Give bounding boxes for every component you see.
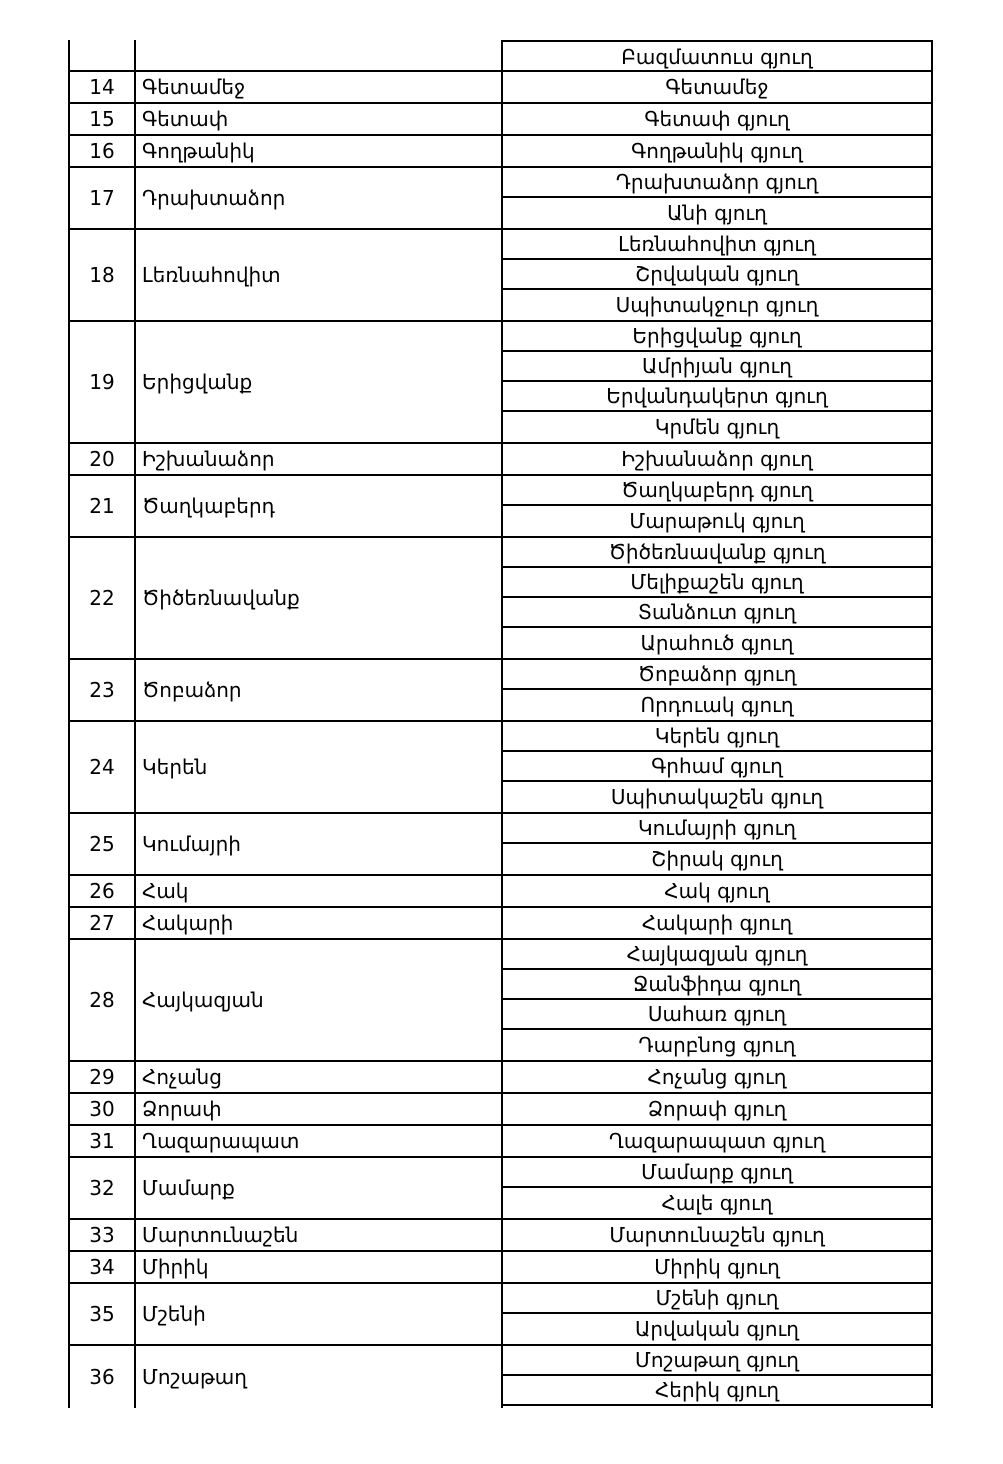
row-number: 24 bbox=[68, 722, 136, 812]
community-name: Ծիծեռնավանք bbox=[136, 538, 503, 658]
community-name: Գողթանիկ bbox=[136, 136, 503, 166]
settlement-name: Միրիկ գյուղ bbox=[654, 1255, 780, 1279]
row-number: 20 bbox=[68, 444, 136, 474]
table-row bbox=[68, 1158, 933, 1220]
settlement-name: Ամրիյան գյուղ bbox=[503, 352, 931, 382]
settlement-name: Ծաղկաբերդ գյուղ bbox=[503, 476, 931, 506]
table-row bbox=[68, 722, 933, 814]
settlement-name: Իշխանաձոր գյուղ bbox=[621, 447, 813, 471]
settlement-name: Դրախտաձոր գյուղ bbox=[503, 168, 931, 198]
row-number: 19 bbox=[68, 322, 136, 442]
settlement-name: Գողթանիկ գյուղ bbox=[631, 139, 803, 163]
settlement-name: Հոչանց գյուղ bbox=[647, 1065, 787, 1089]
settlements-cell bbox=[503, 1284, 933, 1344]
table-row bbox=[68, 1220, 933, 1252]
community-name: Մշենի bbox=[136, 1284, 503, 1344]
settlement-name: Լեռնահովիտ գյուղ bbox=[503, 230, 931, 260]
table-row bbox=[68, 444, 933, 476]
settlements-cell bbox=[503, 1158, 933, 1218]
row-number: 32 bbox=[68, 1158, 136, 1218]
settlement-name: Մոշաթաղ գյուղ bbox=[503, 1346, 931, 1376]
settlements-cell bbox=[503, 444, 933, 474]
community-name: Հակ bbox=[136, 876, 503, 906]
settlement-name: Կերեն գյուղ bbox=[503, 722, 931, 752]
table-row bbox=[68, 876, 933, 908]
table-row bbox=[68, 538, 933, 660]
settlement-name: Մշենի գյուղ bbox=[503, 1284, 931, 1314]
settlements-cell bbox=[503, 136, 933, 166]
table-row bbox=[68, 72, 933, 104]
settlement-name: Երվանդակերտ գյուղ bbox=[503, 382, 931, 412]
row-number: 22 bbox=[68, 538, 136, 658]
row-number: 16 bbox=[68, 136, 136, 166]
settlement-name: Հերիկ գյուղ bbox=[503, 1376, 931, 1406]
row-number: 30 bbox=[68, 1094, 136, 1124]
community-name: Ծոբաձոր bbox=[136, 660, 503, 720]
settlement-name: Բազմատուս գյուղ bbox=[621, 45, 813, 69]
table-row bbox=[68, 1062, 933, 1094]
settlements-cell bbox=[503, 1220, 933, 1250]
row-number: 18 bbox=[68, 230, 136, 320]
table-row bbox=[68, 104, 933, 136]
table-row bbox=[68, 940, 933, 1062]
settlement-name: Երիցվանք գյուղ bbox=[503, 322, 931, 352]
settlements-cell bbox=[503, 1126, 933, 1156]
row-number: 28 bbox=[68, 940, 136, 1060]
community-name: Ծաղկաբերդ bbox=[136, 476, 503, 536]
row-number: 27 bbox=[68, 908, 136, 938]
row-number: 36 bbox=[68, 1346, 136, 1408]
table-row bbox=[68, 476, 933, 538]
community-name: Հոչանց bbox=[136, 1062, 503, 1092]
settlements-cell bbox=[503, 168, 933, 228]
community-name: Մոշաթաղ bbox=[136, 1346, 503, 1408]
settlements-cell bbox=[503, 1062, 933, 1092]
settlement-name: Գրհամ գյուղ bbox=[503, 752, 931, 782]
row-number: 21 bbox=[68, 476, 136, 536]
row-number: 23 bbox=[68, 660, 136, 720]
settlements-cell bbox=[503, 876, 933, 906]
table-row bbox=[68, 322, 933, 444]
settlements-cell bbox=[503, 660, 933, 720]
settlement-name: Անի գյուղ bbox=[667, 201, 767, 225]
row-number: 14 bbox=[68, 72, 136, 102]
settlements-cell bbox=[503, 104, 933, 134]
community-name: Գետամեջ bbox=[136, 72, 503, 102]
settlement-name: Մարտունաշեն գյուղ bbox=[609, 1223, 825, 1247]
settlement-name: Հալե գյուղ bbox=[661, 1191, 773, 1215]
settlement-name: Գետափ գյուղ bbox=[644, 107, 790, 131]
community-name: Երիցվանք bbox=[136, 322, 503, 442]
community-name: Ձորափ bbox=[136, 1094, 503, 1124]
community-name: Մամարք bbox=[136, 1158, 503, 1218]
settlements-cell bbox=[503, 908, 933, 938]
table-row bbox=[68, 136, 933, 168]
community-name: Դրախտաձոր bbox=[136, 168, 503, 228]
row-number: 29 bbox=[68, 1062, 136, 1092]
settlements-cell bbox=[503, 72, 933, 102]
settlement-name: Արահուծ գյուղ bbox=[640, 631, 794, 655]
settlement-name: Հայկազյան գյուղ bbox=[503, 940, 931, 970]
settlement-name: Կումայրի գյուղ bbox=[503, 814, 931, 844]
settlements-cell bbox=[503, 230, 933, 320]
settlement-name: Ծոբաձոր գյուղ bbox=[503, 660, 931, 690]
settlements-cell bbox=[503, 940, 933, 1060]
row-number: 17 bbox=[68, 168, 136, 228]
settlements-cell bbox=[503, 1346, 933, 1408]
settlement-name: Գետամեջ bbox=[665, 75, 769, 99]
settlement-name: Հակ գյուղ bbox=[664, 879, 770, 903]
community-name: Ղազարապատ bbox=[136, 1126, 503, 1156]
community-name: Կերեն bbox=[136, 722, 503, 812]
settlement-name: Ծիծեռնավանք գյուղ bbox=[503, 538, 931, 568]
settlement-name: Սպիտակաշեն գյուղ bbox=[610, 785, 824, 809]
settlements-cell bbox=[503, 538, 933, 658]
settlements-cell bbox=[503, 322, 933, 442]
row-number: 15 bbox=[68, 104, 136, 134]
table-row bbox=[68, 1126, 933, 1158]
settlement-name: Ղազարապատ գյուղ bbox=[608, 1129, 826, 1153]
settlements-cell bbox=[503, 814, 933, 874]
settlement-name: Մամարք գյուղ bbox=[503, 1158, 931, 1188]
settlement-name: Մելիքաշեն գյուղ bbox=[503, 568, 931, 598]
table-row bbox=[68, 40, 933, 72]
community-name bbox=[136, 40, 503, 70]
table-row bbox=[68, 1094, 933, 1126]
table-row bbox=[68, 168, 933, 230]
community-name: Մարտունաշեն bbox=[136, 1220, 503, 1250]
settlements-cell bbox=[503, 40, 933, 70]
community-name: Լեռնահովիտ bbox=[136, 230, 503, 320]
settlement-name: Ձորափ գյուղ bbox=[647, 1097, 787, 1121]
settlements-cell bbox=[503, 1252, 933, 1282]
settlement-name: Դարբնոց գյուղ bbox=[638, 1033, 796, 1057]
settlement-name: Շրվական գյուղ bbox=[503, 260, 931, 290]
communities-table bbox=[68, 40, 933, 1408]
settlement-name: Կրմեն գյուղ bbox=[654, 415, 780, 439]
community-name: Իշխանաձոր bbox=[136, 444, 503, 474]
row-number: 25 bbox=[68, 814, 136, 874]
table-row bbox=[68, 908, 933, 940]
community-name: Հայկազյան bbox=[136, 940, 503, 1060]
settlement-name: Տանձուտ գյուղ bbox=[503, 598, 931, 628]
settlement-name: Սպիտակջուր գյուղ bbox=[615, 293, 819, 317]
row-number: 26 bbox=[68, 876, 136, 906]
table-row bbox=[68, 814, 933, 876]
table-row bbox=[68, 1252, 933, 1284]
settlement-name: Արվական գյուղ bbox=[635, 1317, 799, 1341]
row-number: 31 bbox=[68, 1126, 136, 1156]
row-number: 34 bbox=[68, 1252, 136, 1282]
table-row bbox=[68, 230, 933, 322]
table-row bbox=[68, 1284, 933, 1346]
settlement-name: Շիրակ գյուղ bbox=[651, 847, 783, 871]
settlements-cell bbox=[503, 476, 933, 536]
community-name: Միրիկ bbox=[136, 1252, 503, 1282]
community-name: Գետափ bbox=[136, 104, 503, 134]
settlement-name: Մարաթուկ գյուղ bbox=[629, 509, 805, 533]
settlements-cell bbox=[503, 1094, 933, 1124]
settlement-name: Հակարի գյուղ bbox=[641, 911, 793, 935]
community-name: Հակարի bbox=[136, 908, 503, 938]
settlements-cell bbox=[503, 722, 933, 812]
settlement-name: Ջանֆիդա գյուղ bbox=[503, 970, 931, 1000]
row-number: 33 bbox=[68, 1220, 136, 1250]
settlement-name: Որդուակ գյուղ bbox=[640, 693, 794, 717]
row-number: 35 bbox=[68, 1284, 136, 1344]
settlement-name: Սահառ գյուղ bbox=[503, 1000, 931, 1030]
row-number bbox=[68, 40, 136, 70]
table-row bbox=[68, 660, 933, 722]
table-row bbox=[68, 1346, 933, 1408]
community-name: Կումայրի bbox=[136, 814, 503, 874]
